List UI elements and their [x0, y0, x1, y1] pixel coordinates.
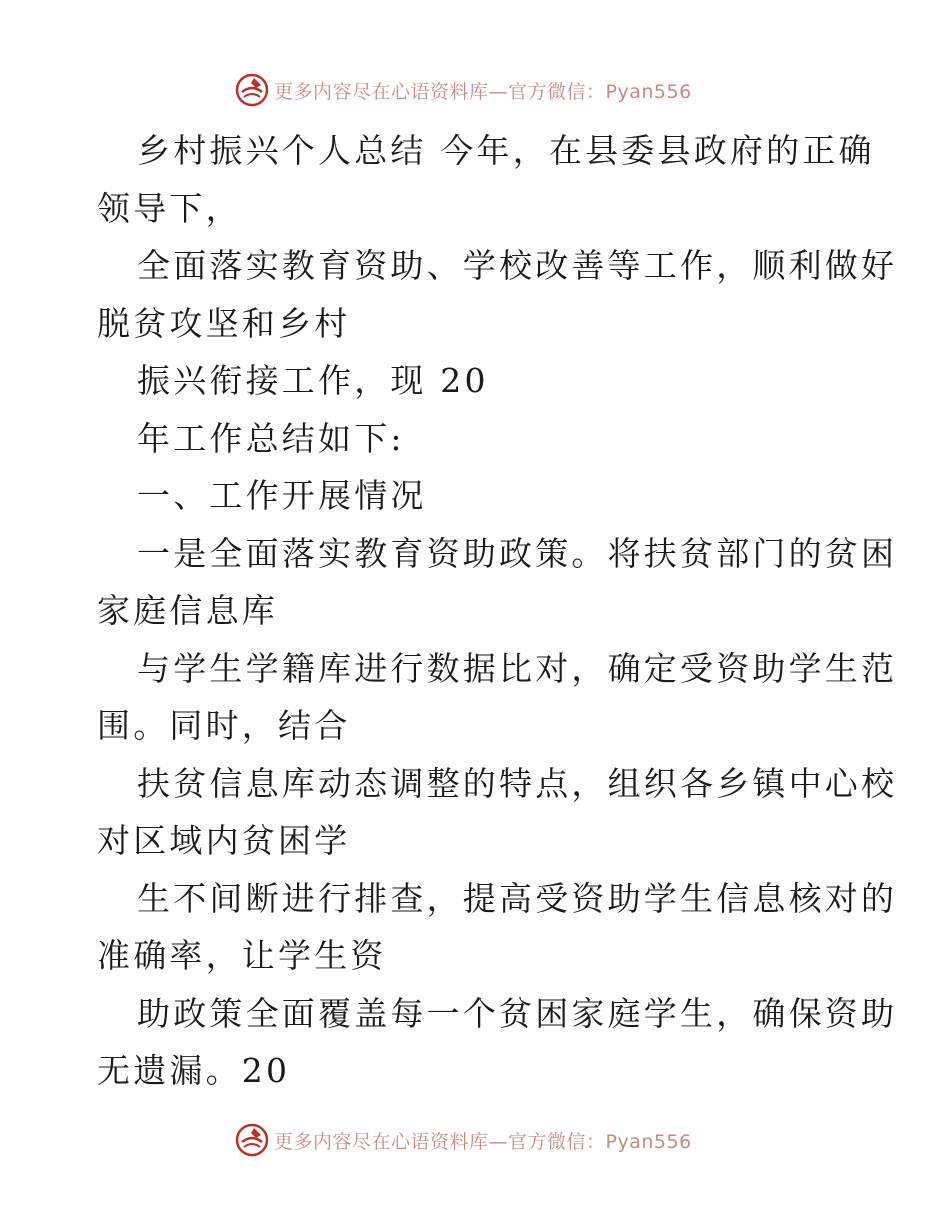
body-line: 准确率，让学生资	[97, 936, 387, 975]
body-line: 一是全面落实教育资助政策。将扶贫部门的贫困	[137, 533, 898, 573]
book-pen-logo-icon	[234, 1122, 270, 1158]
body-line: 家庭信息库	[97, 591, 278, 630]
body-line: 年工作总结如下:	[137, 418, 405, 458]
body-line: 全面落实教育资助、学校改善等工作，顺利做好	[137, 246, 898, 285]
book-pen-logo-icon	[234, 72, 270, 108]
body-line: 脱贫攻坚和乡村	[97, 303, 351, 343]
body-line: 乡村振兴个人总结 今年，在县委县政府的正确	[137, 131, 875, 170]
body-line: 生不间断进行排查，提高受资助学生信息核对的	[137, 878, 898, 918]
footer-banner	[234, 1120, 692, 1160]
body-line: 振兴衔接工作，现 20	[137, 361, 489, 400]
body-line: 对区域内贫困学	[97, 821, 351, 860]
header-banner	[234, 70, 692, 110]
body-line: 围。同时，结合	[97, 706, 351, 745]
document-body	[97, 122, 898, 1100]
body-line: 无遗漏。20	[97, 1051, 291, 1090]
section-heading: 一、工作开展情况	[137, 476, 427, 515]
body-line: 助政策全面覆盖每一个贫困家庭学生，确保资助	[137, 993, 898, 1033]
body-line: 领导下，	[97, 188, 242, 228]
header-banner-text: 更多内容尽在心语资料库—官方微信：Pyan556	[274, 80, 692, 103]
body-line: 扶贫信息库动态调整的特点，组织各乡镇中心校	[137, 763, 898, 803]
body-line: 与学生学籍库进行数据比对，确定受资助学生范	[137, 648, 898, 688]
footer-banner-text: 更多内容尽在心语资料库—官方微信：Pyan556	[274, 1130, 692, 1153]
